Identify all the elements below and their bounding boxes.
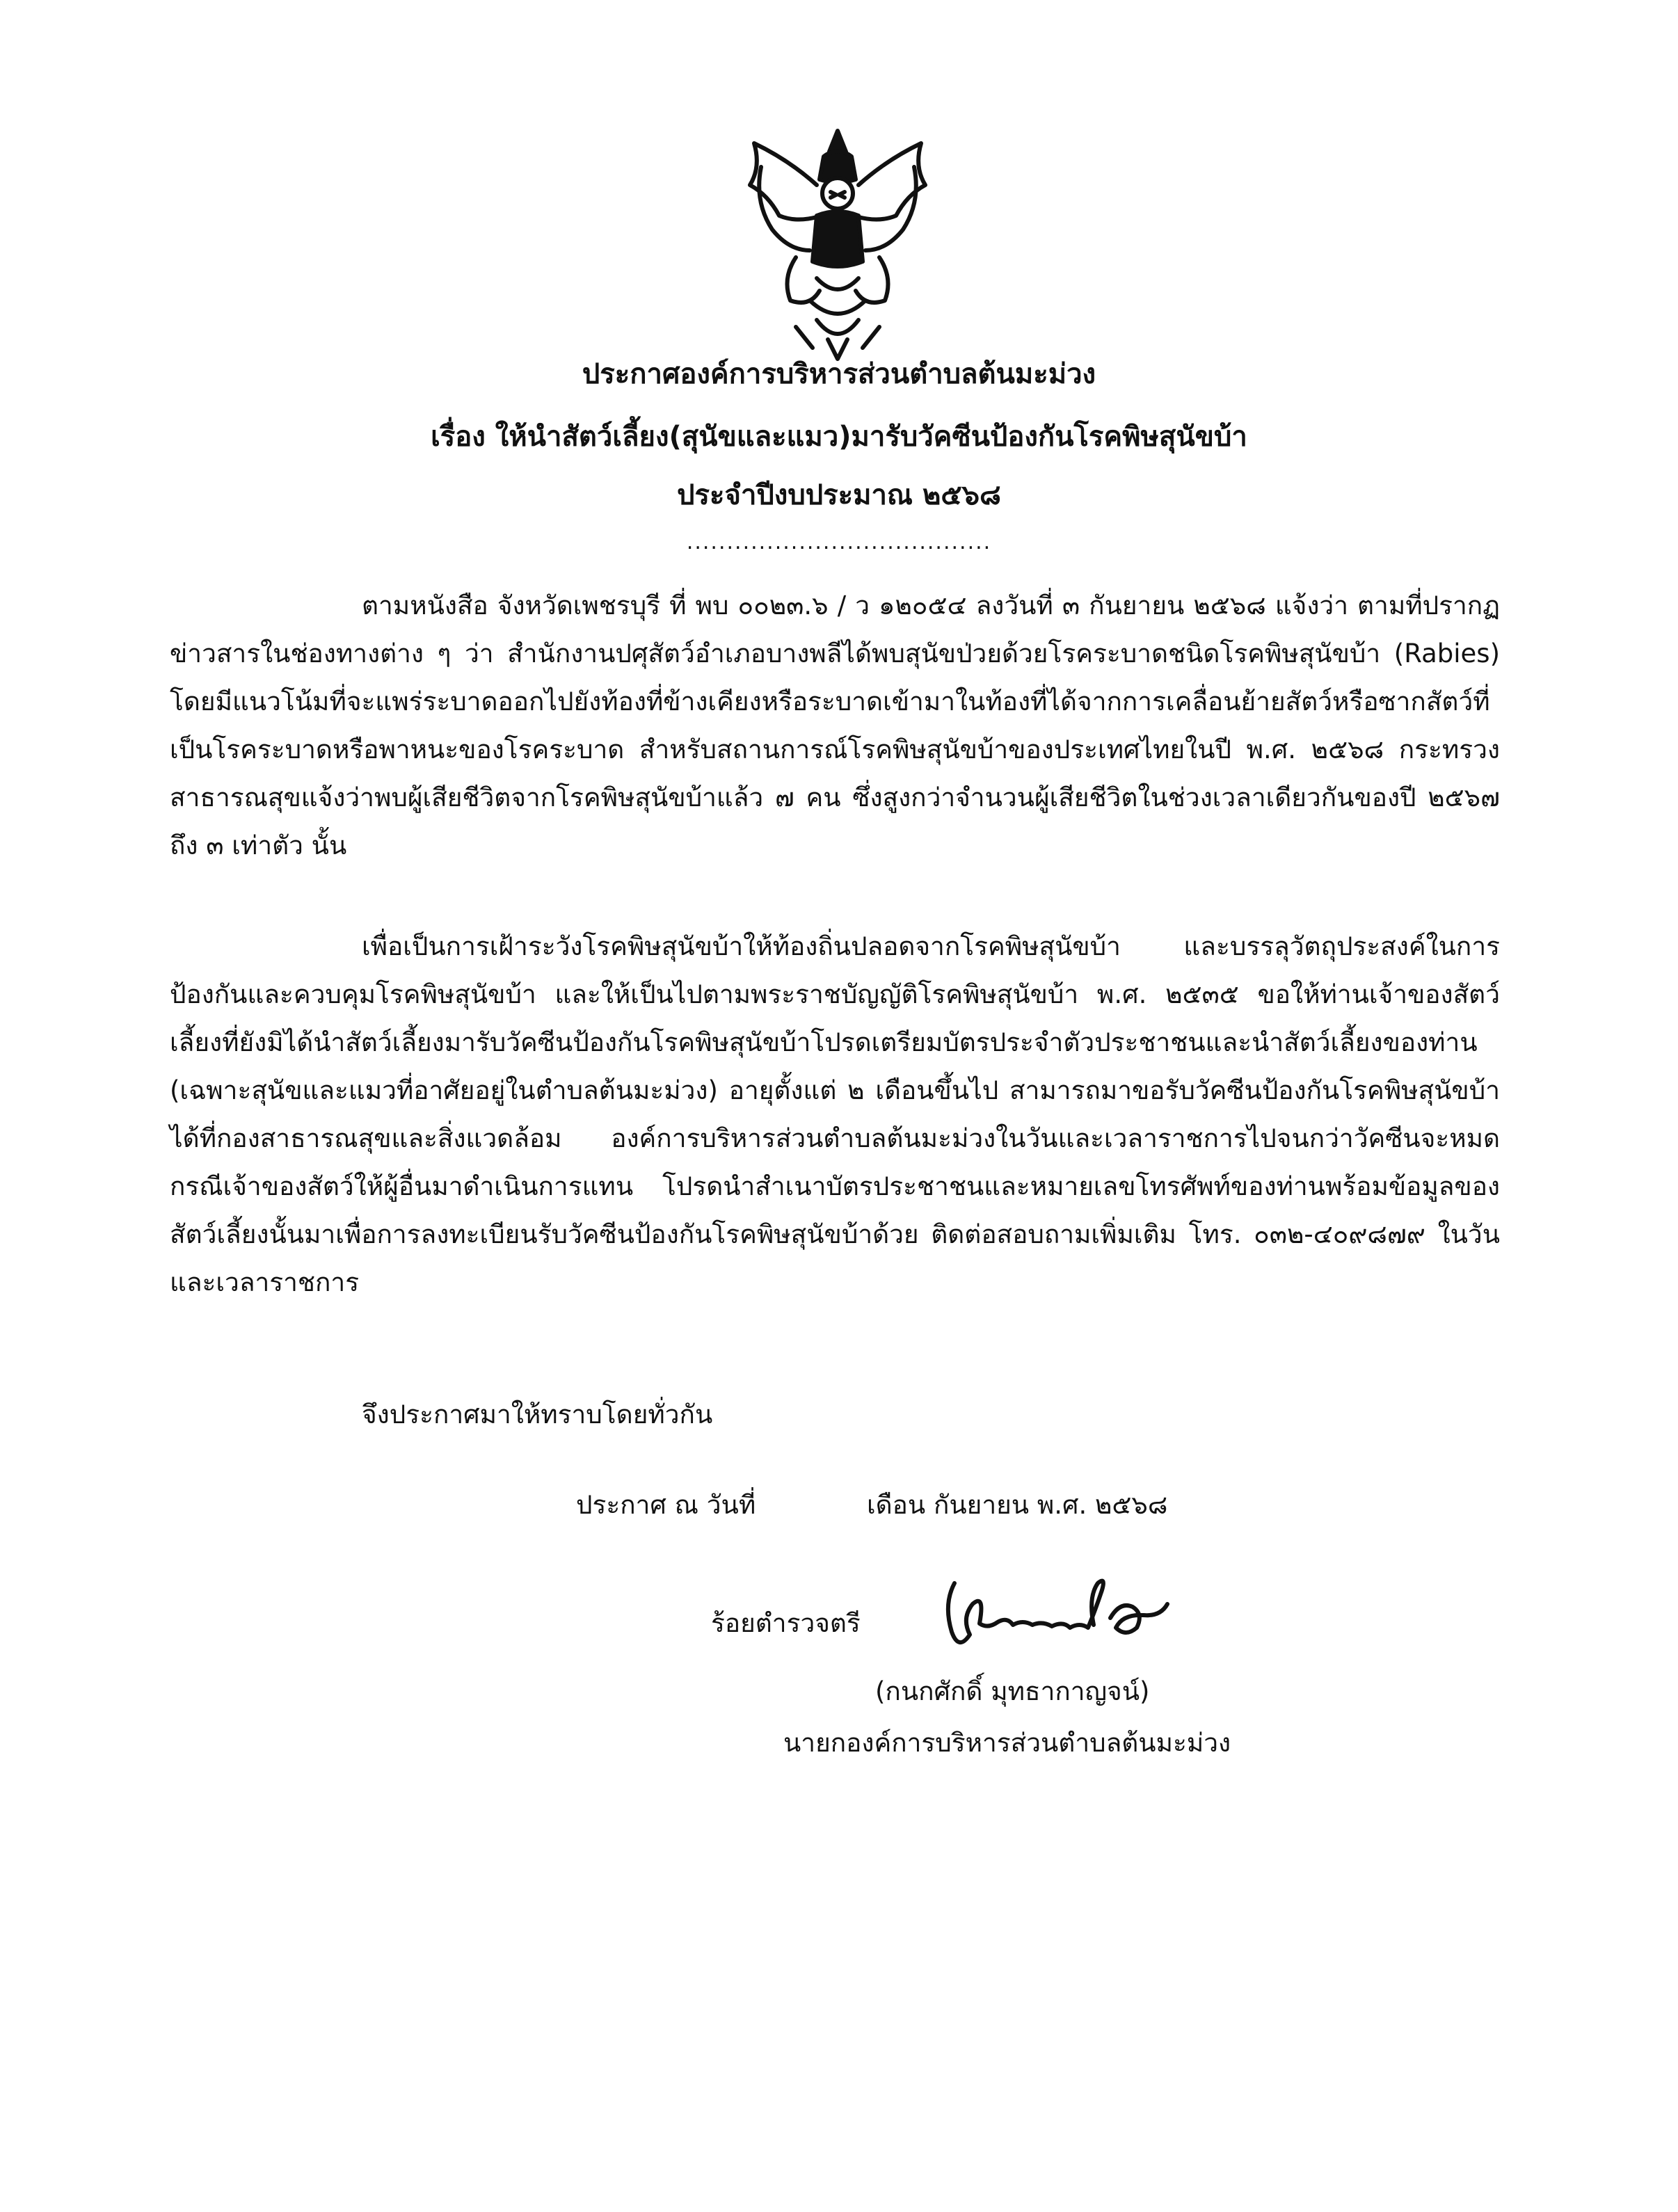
body-paragraph-1: ตามหนังสือ จังหวัดเพชรบุรี ที่ พบ ๐๐๒๓.๖ / ว ๑๒๐๕๔ ลงวันที่ ๓ กันยายน ๒๕๖๘ แจ้งว่า ตามที่ปรากฏข่าวสารในช่องทางต่าง ๆ ว่า สำนักงานปศุสัตว์อำเภอบางพลีได้พบสุนัขป่วยด้วยโรคระบาดชนิดโรคพิษสุนัขบ้า (Rabies) โดยมีแนวโน้มที่จะแพร่ระบาดออกไปยังท้องที่ข้างเคียงหรือระบาดเข้ามาในท้องที่ได้จากการเคลื่อนย้ายสัตว์หรือซากสัตว์ที่เป็นโรคระบาดหรือพาหนะของโรคระบาด สำหรับสถานการณ์โรคพิษสุนัขบ้าของประเทศไทยในปี พ.ศ. ๒๕๖๘ กระทรวงสาธารณสุขแจ้งว่าพบผู้เสียชีวิตจากโรคพิษสุนัขบ้าแล้ว ๗ คน ซึ่งสูงกว่าจำนวนผู้เสียชีวิตในช่วงเวลาเดียวกันของปี ๒๕๖๗ ถึง ๓ เท่าตัว นั้น — [170, 591, 1500, 860]
announcement-date-suffix: เดือน กันยายน พ.ศ. ๒๕๖๘ — [867, 1490, 1168, 1520]
announcement-subject: เรื่อง ให้นำสัตว์เลี้ยง(สุนัขและแมว)มารับวัคซีนป้องกันโรคพิษสุนัขบ้า — [431, 421, 1247, 453]
announcement-title: ประกาศองค์การบริหารส่วนตำบลต้นมะม่วง — [582, 358, 1096, 390]
body-paragraph-3: จึงประกาศมาให้ทราบโดยทั่วกัน — [362, 1400, 713, 1429]
header-separator: ...................................... — [686, 530, 992, 554]
handwritten-signature — [931, 1562, 1181, 1667]
announcement-date-prefix: ประกาศ ณ วันที่ — [576, 1490, 756, 1520]
signer-title: นายกองค์การบริหารส่วนตำบลต้นมะม่วง — [783, 1728, 1231, 1758]
fiscal-year-line: ประจำปีงบประมาณ ๒๕๖๘ — [677, 479, 1001, 511]
garuda-emblem-icon — [712, 118, 963, 369]
signer-name: (กนกศักดิ์ มุทธากาญจน์) — [875, 1676, 1150, 1706]
signer-rank: ร้อยตำรวจตรี — [711, 1608, 861, 1638]
body-paragraph-2: เพื่อเป็นการเฝ้าระวังโรคพิษสุนัขบ้าให้ท้องถิ่นปลอดจากโรคพิษสุนัขบ้า และบรรลุวัตถุประสงค์ในการป้องกันและควบคุมโรคพิษสุนัขบ้า และให้เป็นไปตามพระราชบัญญัติโรคพิษสุนัขบ้า พ.ศ. ๒๕๓๕ ขอให้ท่านเจ้าของสัตว์เลี้ยงที่ยังมิได้นำสัตว์เลี้ยงมารับวัคซีนป้องกันโรคพิษสุนัขบ้าโปรดเตรียมบัตรประจำตัวประชาชนและนำสัตว์เลี้ยงของท่าน (เฉพาะสุนัขและแมวที่อาศัยอยู่ในตำบลต้นมะม่วง) อายุตั้งแต่ ๒ เดือนขึ้นไป สามารถมาขอรับวัคซีนป้องกันโรคพิษสุนัขบ้าได้ที่กองสาธารณสุขและสิ่งแวดล้อม องค์การบริหารส่วนตำบลต้นมะม่วงในวันและเวลาราชการไปจนกว่าวัคซีนจะหมด กรณีเจ้าของสัตว์ให้ผู้อื่นมาดำเนินการแทน โปรดนำสำเนาบัตรประชาชนและหมายเลขโทรศัพท์ของท่านพร้อมข้อมูลของสัตว์เลี้ยงนั้นมาเพื่อการลงทะเบียนรับวัคซีนป้องกันโรคพิษสุนัขบ้าด้วย ติดต่อสอบถามเพิ่มเติม โทร. ๐๓๒-๔๐๙๘๗๙ ในวันและเวลาราชการ — [170, 931, 1500, 1297]
